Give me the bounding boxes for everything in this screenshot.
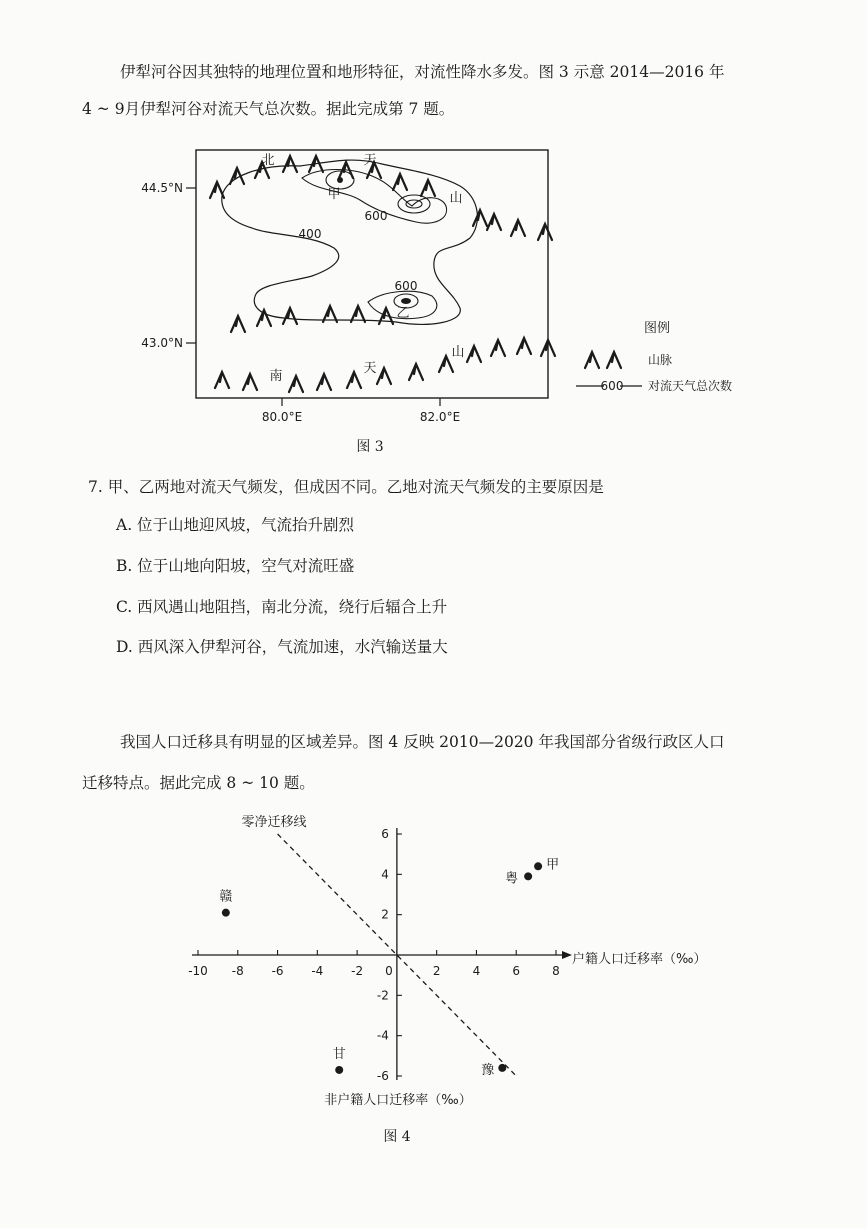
legend-mountain-icon <box>585 352 621 368</box>
y-tick-label: 4 <box>381 867 389 882</box>
data-point <box>335 1066 343 1074</box>
mountain-icon <box>289 376 303 392</box>
data-point <box>222 909 230 917</box>
x-axis-arrow <box>562 951 572 959</box>
mountain-icon <box>210 182 224 198</box>
data-point-label: 赣 <box>219 889 233 905</box>
north-range-char-2: 天 <box>363 153 377 168</box>
mountain-icon <box>421 180 435 196</box>
zero-line-label: 零净迁移线 <box>241 815 307 830</box>
mountain-icon <box>467 346 481 362</box>
x-tick-label: -2 <box>351 964 364 978</box>
mountain-icon <box>283 308 297 324</box>
mountain-icon <box>243 374 257 390</box>
mountain-icon <box>377 368 391 384</box>
data-point <box>498 1064 506 1072</box>
x-tick-label: 2 <box>432 964 441 978</box>
q7-option-c[interactable]: C. 西风遇山地阻挡，南北分流，绕行后辐合上升 <box>116 598 448 616</box>
lat-label-44-5: 44.5°N <box>141 181 183 195</box>
data-point <box>534 862 542 870</box>
mountain-icon <box>393 174 407 190</box>
intro8-line1: 我国人口迁移具有明显的区域差异。图 4 反映 2010—2020 年我国部分省级行政区人口 <box>120 733 725 751</box>
figure3-caption: 图 3 <box>356 439 384 455</box>
x-tick-label: 8 <box>552 964 560 978</box>
y-tick-label: -6 <box>376 1069 389 1083</box>
y-tick-label: 2 <box>381 907 389 922</box>
mountain-icon <box>473 210 487 226</box>
south-range-char-3: 山 <box>451 345 465 360</box>
contour-label-600-north: 600 <box>364 209 388 223</box>
legend-mountain-label: 山脉 <box>648 353 673 367</box>
x-tick-label: -10 <box>188 964 208 978</box>
data-point <box>524 872 532 880</box>
mountain-icon <box>517 338 531 354</box>
south-range-char-1: 南 <box>269 369 283 384</box>
north-range-char-3: 山 <box>449 191 463 206</box>
mountain-icon <box>491 340 505 356</box>
y-tick-label: 6 <box>381 827 389 841</box>
legend-title: 图例 <box>643 321 671 336</box>
x-tick-label: -6 <box>271 964 284 978</box>
contour-400 <box>222 160 478 324</box>
data-point-label: 豫 <box>481 1062 495 1078</box>
q7-option-a[interactable]: A. 位于山地迎风坡，气流抬升剧烈 <box>116 516 355 534</box>
x-tick-label: 6 <box>512 964 521 978</box>
legend-contour-label: 对流天气总次数 <box>648 379 733 393</box>
lon-label-80: 80.0°E <box>261 410 303 424</box>
x-tick-label: 4 <box>472 964 481 978</box>
figure3-map <box>0 140 867 440</box>
place-yi: 乙 <box>396 306 410 321</box>
x-tick-label: -4 <box>311 964 324 978</box>
q7-option-d[interactable]: D. 西风深入伊犁河谷，气流加速，水汽输送量大 <box>116 638 448 656</box>
mountain-icon <box>283 156 297 172</box>
intro8-line2: 迁移特点。据此完成 8 ~ 10 题。 <box>82 774 315 792</box>
mountain-icon <box>511 220 525 236</box>
mountain-icon <box>231 316 245 332</box>
contour-label-600-south: 600 <box>394 279 418 293</box>
y-tick-label: -4 <box>376 1028 389 1043</box>
mountain-icon <box>215 372 229 388</box>
figure4-caption: 图 4 <box>383 1129 411 1145</box>
data-point-label: 粤 <box>505 871 519 887</box>
mountain-icon <box>538 224 552 240</box>
mountain-icon <box>409 364 423 380</box>
intro7-line2: 4 ~ 9月伊犁河谷对流天气总次数。据此完成第 7 题。 <box>82 100 455 118</box>
q7-stem: 7. 甲、乙两地对流天气频发，但成因不同。乙地对流天气频发的主要原因是 <box>88 478 604 496</box>
data-point-label: 甘 <box>332 1046 346 1062</box>
chart-ylabel: 非户籍人口迁移率（‰） <box>324 1093 472 1108</box>
south-range-char-2: 天 <box>363 361 377 376</box>
y-tick-label: -2 <box>376 988 389 1003</box>
lon-label-82: 82.0°E <box>419 410 461 424</box>
x-tick-label: 0 <box>385 964 393 978</box>
data-point-label: 甲 <box>546 857 560 873</box>
place-jia: 甲 <box>327 187 341 202</box>
x-tick-label: -8 <box>231 964 244 978</box>
mountain-icon <box>487 214 501 230</box>
lat-label-43-0: 43.0°N <box>141 336 183 350</box>
legend-contour-sample: 600 <box>600 379 624 393</box>
q7-option-b[interactable]: B. 位于山地向阳坡，空气对流旺盛 <box>116 557 355 575</box>
chart-xlabel: 户籍人口迁移率（‰） <box>572 952 707 967</box>
mountain-icon <box>317 374 331 390</box>
intro7-line1: 伊犁河谷因其独特的地理位置和地形特征，对流性降水多发。图 3 示意 2014—2016 年 <box>120 63 725 81</box>
mountain-icon <box>347 372 361 388</box>
mountain-symbols <box>210 156 555 392</box>
contour-label-400: 400 <box>298 227 322 241</box>
figure4-scatter-chart <box>0 810 867 1110</box>
mountain-icon <box>257 310 271 326</box>
north-range-char-1: 北 <box>261 153 275 168</box>
